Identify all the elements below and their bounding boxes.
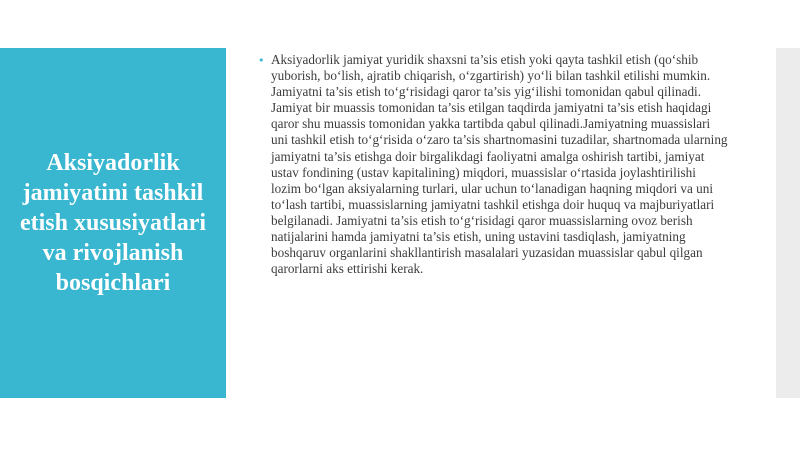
slide-content bbox=[258, 52, 728, 392]
bullet-dot-icon: • bbox=[258, 54, 265, 67]
title-panel bbox=[0, 48, 226, 398]
bullet-item bbox=[258, 52, 728, 277]
right-decorative-bar bbox=[776, 48, 800, 398]
slide-title: Aksiyadorlik jamiyatini tashkil etish xususiyatlari va rivojlanish bosqichlari bbox=[19, 150, 207, 296]
bullet-text: Aksiyadorlik jamiyat yuridik shaxsni ta’sis etish yoki qayta tashkil etish (qo‘shib yuborish, bo‘lish, ajratib chiqarish, o‘zgartirish) yo‘li bilan tashkil etilishi mumkin. Jamiyatni ta’sis etish to‘g‘risidagi qaror ta’sis yig‘ilishi tomonidan qabul qilinadi. Jamiyat bir muassis tomonidan ta’sis etilgan taqdirda jamiyatni ta’sis etish haqidagi qaror shu muassis tomonidan yakka tartibda qabul qilinadi.Jamiyatning muassislari uni tashkil etish to‘g‘risida o‘zaro ta’sis shartnomasini tuzadilar, shartnomada ularning jamiyatni ta’sis etishga doir birgalikdagi faoliyatni amalga oshirish tartibi, jamiyat ustav fondining (ustav kapitalining) miqdori, muassislar o‘rtasida joylashtirilishi lozim bo‘lgan aksiyalarning turlari, ular uchun to‘lanadigan haqning miqdori va uni to‘lash tartibi, muassislarning jamiyatni tashkil etishga doir huquq va majburiyatlari belgilanadi. Jamiyatni ta’sis etish to‘g‘risidagi qaror muassislarning ovoz berish natijalarini hamda jamiyatni ta’sis etish, uning ustavini tasdiqlash, jamiyatning boshqaruv organlarini shakllantirish masalalari yuzasidan muassislar qabul qilgan qarorlarni aks ettirishi kerak. bbox=[271, 52, 728, 277]
